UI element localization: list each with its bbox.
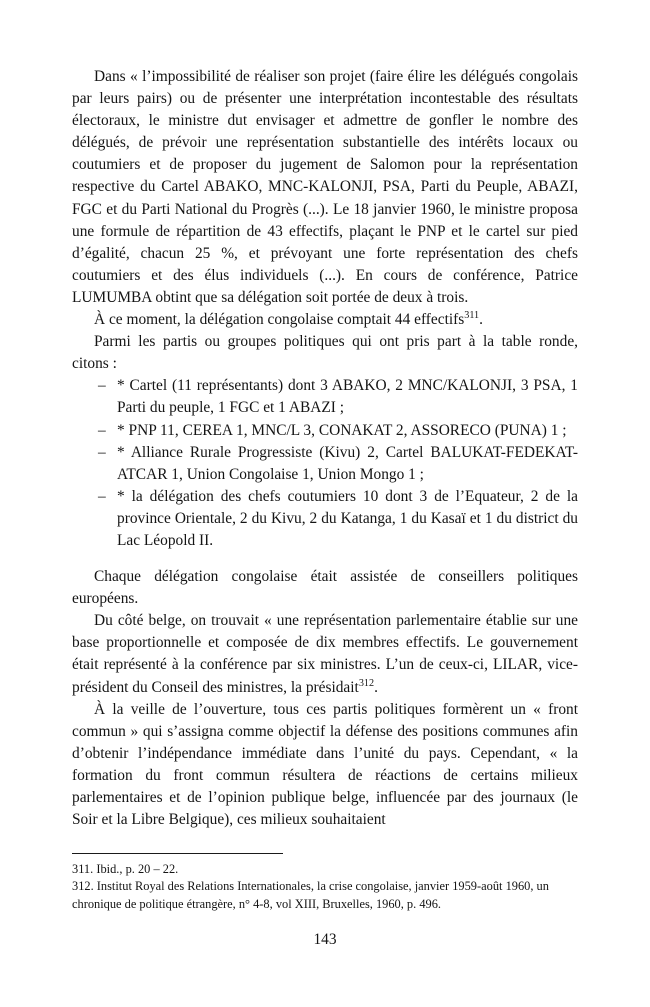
list-bullet-dash: – — [98, 443, 106, 461]
list-item-text: * Cartel (11 représentants) dont 3 ABAKO, 2 MNC/KALONJI, 3 PSA, 1 Parti du peuple, 1 FGC et 1 ABAZI ; — [117, 377, 578, 417]
paragraph-3: Parmi les partis ou groupes politiques qui ont pris part à la table ronde, citons : — [72, 333, 578, 373]
footnote-311: 311. Ibid., p. 20 – 22. — [72, 862, 179, 876]
party-list — [72, 375, 578, 552]
paragraph-6: À la veille de l’ouverture, tous ces partis politiques formèrent un « front commun » qui s’assigna comme objectif la défense des positions communes afin d’obtenir l’indépendance immédiate dans l’unité du pays. Cependant, « la formation du front commun résultera de réactions de certains milieux parlementaires et de l’opinion publique belge, influencée par des journaux (le Soir et la Libre Belgique), ces milieux souhaitaient — [72, 700, 578, 829]
footnote-312: 312. Institut Royal des Relations Internationales, la crise congolaise, janvier 1959-août 1960, un chronique de politique étrangère, n° 4-8, vol XIII, Bruxelles, 1960, p. 496. — [72, 879, 549, 911]
list-bullet-dash: – — [98, 487, 106, 505]
footnote-ref-311[interactable]: 311 — [464, 309, 480, 321]
footnote-area — [72, 853, 578, 913]
paragraph-1: Dans « l’impossibilité de réaliser son projet (faire élire les délégués congolais par leurs pairs) ou de présenter une interprétation incontestable des résultats électoraux, le ministre dut envisager et admettre de gonfler le nombre des délégués, de prévoir une représentation substantielle des intérêts locaux ou coutumiers et de proposer du jugement de Salomon pour la représentation respective du Cartel ABAKO, MNC-KALONJI, PSA, Parti du Peuple, ABAZI, FGC et du Parti National du Progrès (...). Le 18 janvier 1960, le ministre proposa une formule de répartition de 43 effectifs, plaçant le PNP et le cartel sur pied d’égalité, chacun 25 %, et prévoyant une forte représentation des chefs coutumiers et des élus individuels (...). En cours de conférence, Patrice LUMUMBA obtint que sa délégation soit portée de deux à trois. — [72, 68, 578, 306]
list-spacer — [72, 552, 578, 566]
paragraph-2-tail: . — [479, 311, 483, 329]
list-item — [72, 442, 578, 486]
paragraph-2-text: À ce moment, la délégation congolaise comptait 44 effectifs — [94, 311, 465, 329]
footnote-separator-rule — [72, 853, 283, 854]
paragraph-5 — [72, 610, 578, 698]
list-item-text: * la délégation des chefs coutumiers 10 dont 3 de l’Equateur, 2 de la province Orientale, 2 du Kivu, 2 du Katanga, 1 du Kasaï et 1 du district du Lac Léopold II. — [117, 487, 578, 549]
list-item — [72, 375, 578, 419]
list-item-text: * PNP 11, CEREA 1, MNC/L 3, CONAKAT 2, ASSORECO (PUNA) 1 ; — [117, 421, 567, 439]
paragraph-2 — [72, 309, 578, 331]
list-item-text: * Alliance Rurale Progressiste (Kivu) 2, Cartel BALUKAT-FEDEKAT-ATCAR 1, Union Congolaise 1, Union Mongo 1 ; — [117, 443, 578, 483]
footnote-ref-312[interactable]: 312 — [358, 677, 375, 689]
paragraph-5-tail: . — [374, 678, 378, 696]
list-item — [72, 420, 578, 442]
body-text-block — [72, 66, 578, 831]
paragraph-5-text: Du côté belge, on trouvait « une représentation parlementaire établie sur une base proportionnelle et composée de dix membres effectifs. Le gouvernement était représenté à la conférence par six ministres. L’un de ceux-ci, LILAR, vice-président du Conseil des ministres, la présidait — [72, 612, 578, 696]
page-number: 143 — [313, 931, 337, 948]
list-item — [72, 486, 578, 552]
list-bullet-dash: – — [98, 421, 106, 439]
paragraph-4: Chaque délégation congolaise était assistée de conseillers politiques européens. — [72, 568, 578, 608]
list-bullet-dash: – — [98, 377, 106, 395]
